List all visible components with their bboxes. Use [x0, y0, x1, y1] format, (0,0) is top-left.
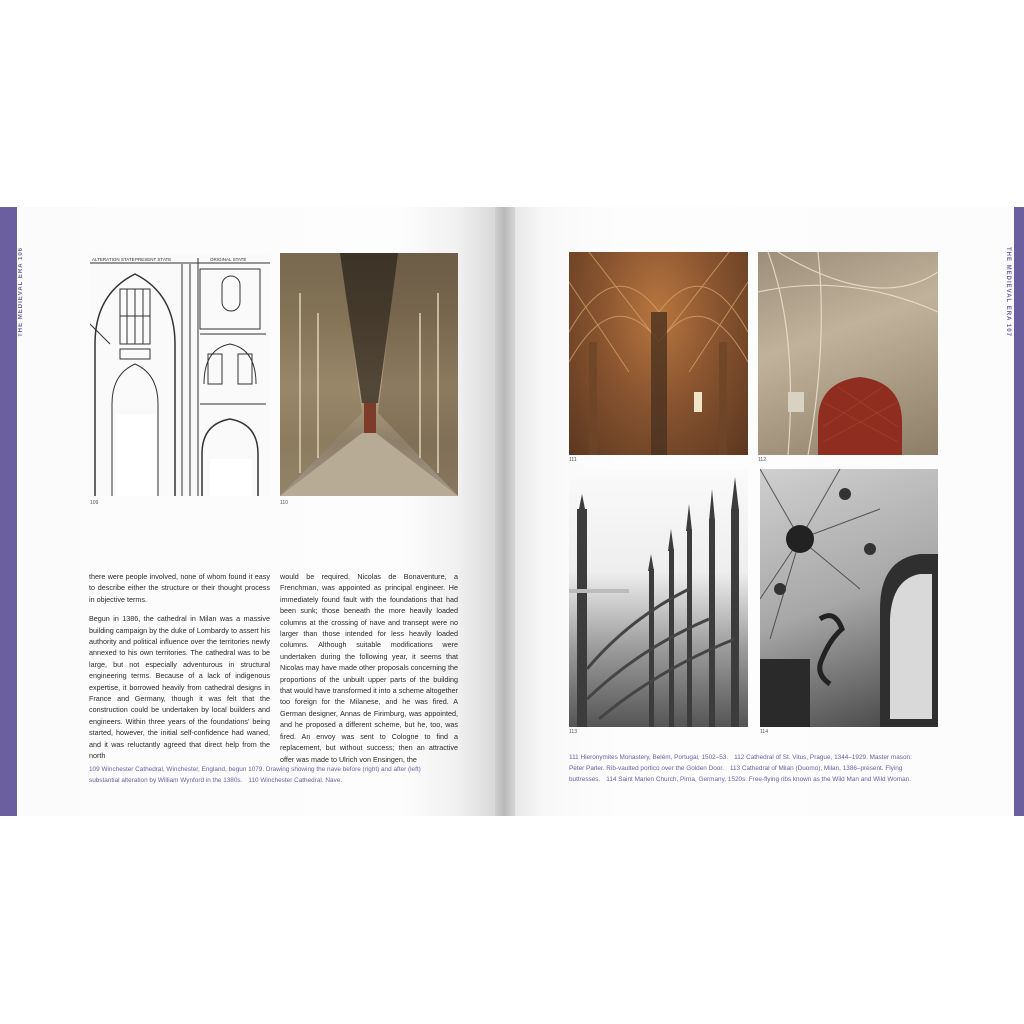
book-spread	[0, 207, 1024, 816]
figure-number-112: 112	[758, 457, 766, 463]
caption-line: 109 Winchester Cathedral, Winchester, England, begun 1079. Drawing showing the nave before (right) and after (left)	[89, 766, 421, 773]
caption-line: 110 Winchester Cathedral. Nave.	[248, 777, 343, 784]
body-column-1	[89, 571, 270, 770]
body-paragraph: Begun in 1386, the cathedral in Milan was a massive building campaign by the duke of Lombardy to assert his authority and political influence over the territories newly annexed to his own territories. The cathedral was to be large, but not especially adventurous in structural engineering terms. Because of a lack of indigenous expertise, it borrowed heavily from cathedral designs in France and Germany, though it was felt that the construction could be undertaken by local builders and engineers. Within three years of the foundations' being started, however, the initial self-confidence had waned, and it was reluctantly agreed that direct help from the north	[89, 614, 270, 761]
running-head-right: THE MEDIEVAL ERA 107	[1005, 247, 1011, 337]
body-column-2	[280, 571, 458, 773]
star-vault-icon	[760, 469, 938, 727]
caption-line: 114 Saint Marien Church, Pirna, Germany, 1520s. Free-flying ribs known as the Wild Man and Wild Woman.	[606, 776, 912, 783]
caption-line: buttresses.	[569, 776, 601, 783]
figure-110-nave-photo	[280, 253, 458, 496]
caption-line: substantial alteration by William Wynford in the 1380s.	[89, 777, 243, 784]
figure-number-110: 110	[280, 500, 288, 506]
figure-number-111: 111	[569, 457, 577, 463]
book-edge-right	[1014, 207, 1024, 816]
caption-line: Peter Parler. Rib-vaulted portico over the Golden Door.	[569, 765, 724, 772]
body-paragraph: there were people involved, none of whom found it easy to describe either the structure or their thought process in objective terms.	[89, 572, 270, 604]
caption-line: 113 Cathedral of Milan (Duomo), Milan, 1386–present. Flying	[729, 765, 903, 772]
figure-113-buttress-photo	[569, 469, 748, 727]
cathedral-nave-icon	[280, 253, 458, 496]
book-edge-left	[0, 207, 17, 816]
drawing-label-alteration: ALTERATION STATE	[92, 257, 135, 262]
flying-buttress-icon	[569, 469, 748, 727]
figure-112-portico-photo	[758, 252, 938, 455]
drawing-label-original: ORIGINAL STATE	[210, 257, 247, 262]
caption-line: 111 Hieronymites Monastery, Belém, Portugal, 1502–53.	[569, 754, 729, 761]
figure-number-114: 114	[760, 729, 768, 735]
caption-line: 112 Cathedral of St. Vitus, Prague, 1344–1929. Master mason:	[734, 754, 912, 761]
figure-111-vault-photo	[569, 252, 748, 455]
figure-114-star-vault-photo	[760, 469, 938, 727]
rib-vault-icon	[569, 252, 748, 455]
elevation-drawing-icon	[90, 254, 270, 496]
portico-icon	[758, 252, 938, 455]
left-caption	[89, 764, 469, 786]
figure-number-109: 109	[90, 500, 99, 506]
drawing-label-present: PRESENT STATE	[135, 257, 172, 262]
body-paragraph: would be required. Nicolas de Bonaventure, a Frenchman, was appointed as principal engineer. He immediately found fault with the foundations that had been sunk; those beneath the more heavily loaded columns at the crossing of nave and transept were no larger than those intended for less heavily loaded columns. Although suitable modifications were undertaken during the following year, it seems that Nicolas may have made other proposals concerning the proportions of the unbuilt upper parts of the building that would have transformed it into a scheme altogether too foreign for the Milanese, and he was fired. A German designer, Annas de Firimburg, was appointed, and he proposed a different scheme, but he, too, was fired. An envoy was sent to Cologne to find a replacement, but without success; then an attractive offer was made to Ulrich von Ensingen, the	[280, 572, 458, 764]
left-page	[17, 207, 495, 816]
right-caption	[569, 752, 944, 785]
book-gutter	[495, 207, 515, 816]
running-head-left: THE MEDIEVAL ERA 106	[18, 247, 24, 337]
figure-number-113: 113	[569, 729, 577, 735]
right-page	[515, 207, 1014, 816]
figure-109-drawing	[90, 254, 270, 496]
